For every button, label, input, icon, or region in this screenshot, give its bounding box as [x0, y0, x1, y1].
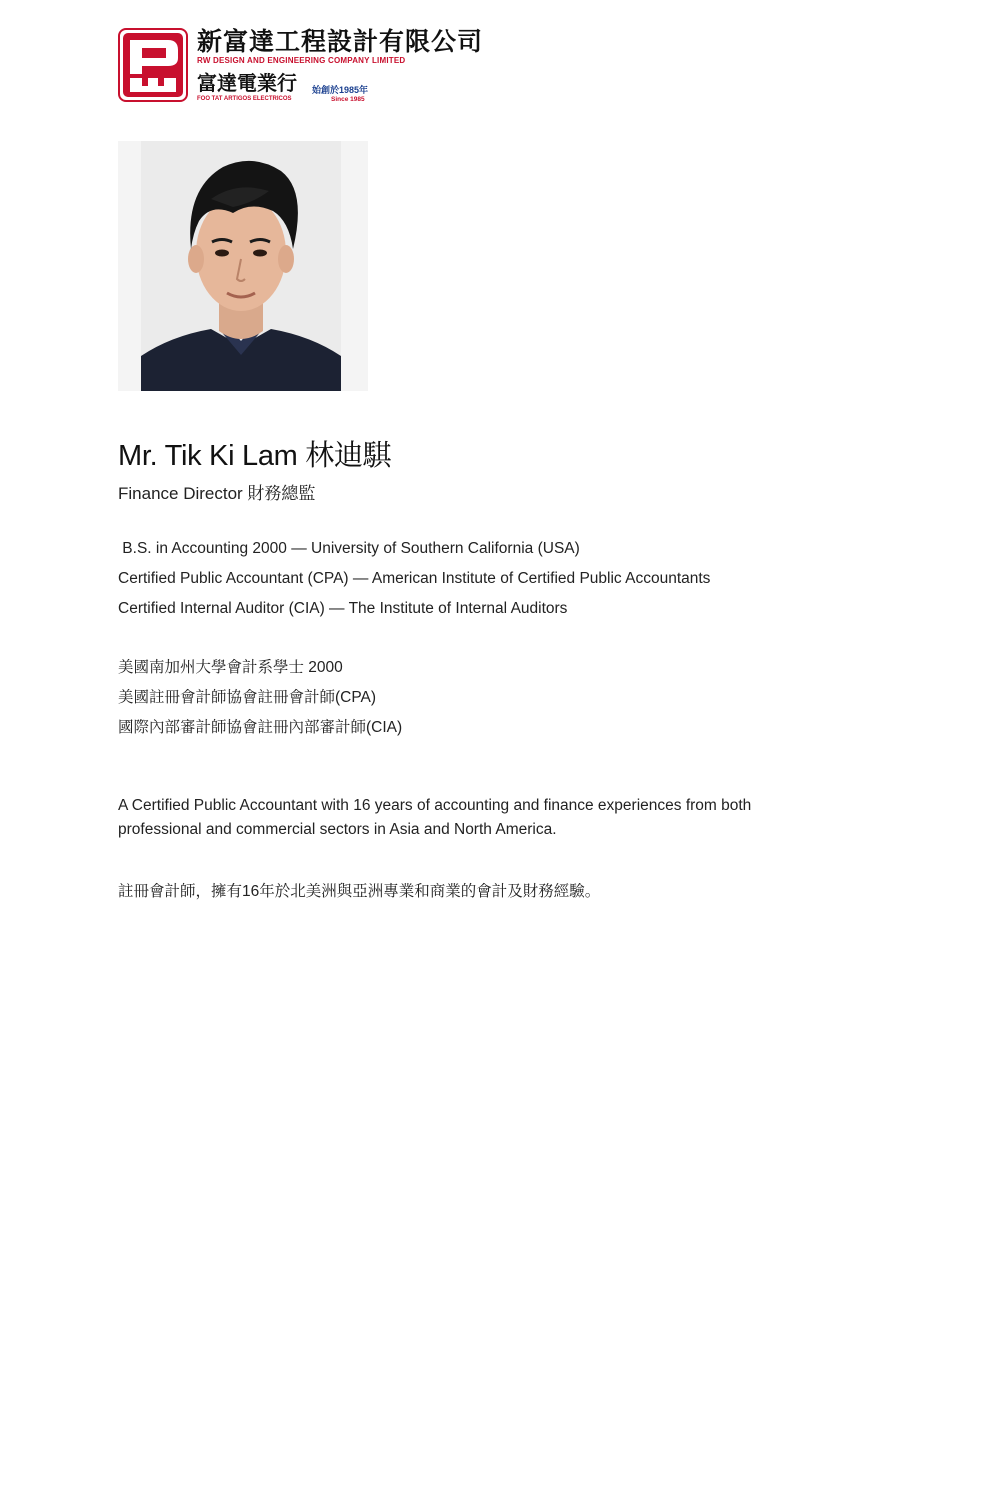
since-text-zh: 始創於1985年	[312, 85, 369, 95]
subsidiary-name-en: FOO TAT ARTIGOS ELECTRICOS	[197, 96, 292, 102]
qualification-line: B.S. in Accounting 2000 — University of Southern California (USA)	[118, 540, 580, 557]
qualification-line-zh: 國際內部審計師協會註冊內部審計師(CIA)	[118, 719, 403, 736]
qualification-line-zh: 美國南加州大學會計系學士 2000	[118, 659, 343, 676]
biography-en: A Certified Public Accountant with 16 years of accounting and finance experiences from both professional and commercial sectors in Asia and North America.	[118, 797, 752, 838]
subsidiary-name-zh: 富達電業行	[197, 71, 297, 95]
qualification-line: Certified Public Accountant (CPA) — American Institute of Certified Public Accountants	[118, 570, 711, 587]
company-name-en: RW DESIGN AND ENGINEERING COMPANY LIMITED	[197, 56, 406, 65]
qualification-line-zh: 美國註冊會計師協會註冊會計師(CPA)	[118, 689, 377, 706]
qualifications-zh	[118, 653, 402, 743]
profile-photo-frame	[118, 141, 368, 391]
company-logo[interactable]	[118, 28, 188, 102]
since-text-en: Since 1985	[331, 96, 365, 103]
portrait-image	[141, 141, 341, 391]
profile-photo	[141, 141, 341, 391]
company-header	[118, 28, 498, 104]
company-name-zh: 新富達工程設計有限公司	[197, 27, 484, 56]
person-name: Mr. Tik Ki Lam 林迪騏	[118, 440, 392, 472]
qualification-line: Certified Internal Auditor (CIA) — The Institute of Internal Auditors	[118, 600, 568, 617]
qualifications-en	[118, 534, 710, 624]
biography-zh: 註冊會計師，擁有16年於北美洲與亞洲專業和商業的會計及財務經驗。	[118, 883, 601, 900]
person-title: Finance Director 財務總監	[118, 484, 316, 503]
